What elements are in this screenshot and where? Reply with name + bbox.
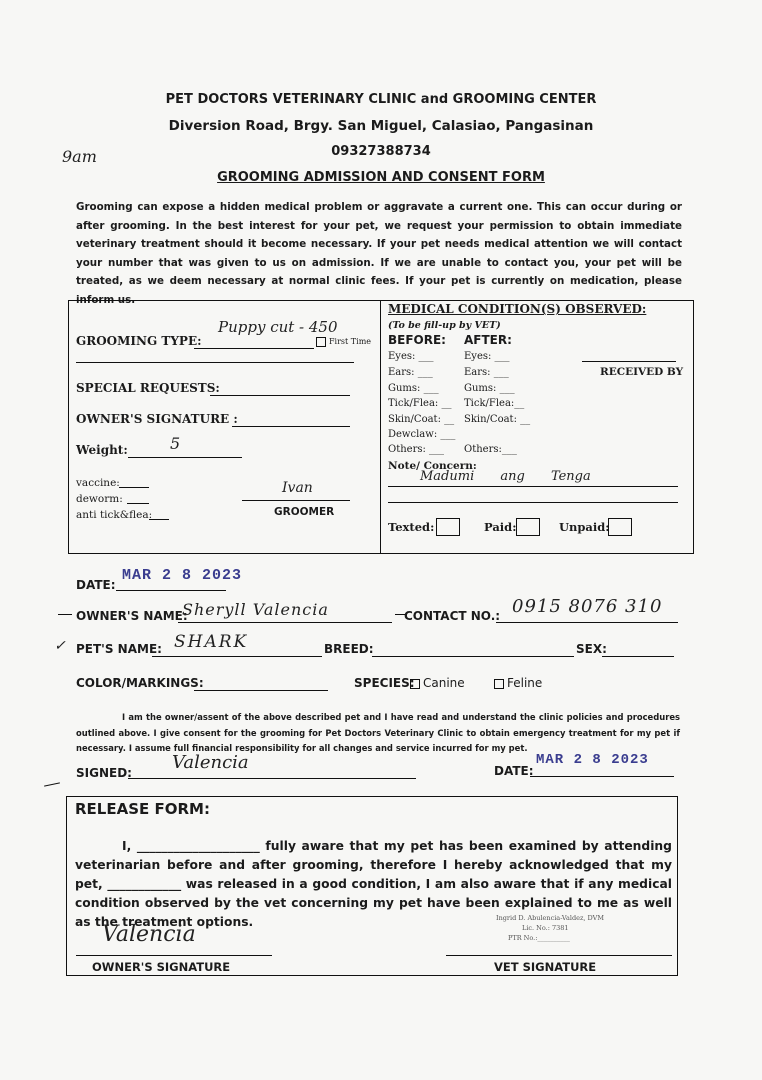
feline-label: Feline [507, 676, 543, 690]
date-label: DATE: [76, 578, 116, 592]
before-label: BEFORE: [388, 333, 446, 347]
after-item: Ears: ___ [464, 367, 509, 378]
check-mark [44, 782, 60, 786]
sex-label: SEX: [576, 642, 607, 656]
color-label: COLOR/MARKINGS: [76, 676, 204, 690]
date-stamp: MAR 2 8 2023 [122, 567, 243, 584]
release-paragraph: I, ____________________ fully aware that my pet has been examined by attending veterinarian before and after grooming, therefore I hereby acknowledged that my pet, ____________ was released in a good condition, I am also aware that if any medical condition observed by the vet concerning my pet have been explained to me as well as the treatment options. [75, 839, 672, 929]
owner-signature-line[interactable] [76, 955, 272, 956]
canine-option[interactable] [410, 676, 465, 690]
special-requests-field[interactable] [210, 395, 350, 396]
groomer-label: GROOMER [274, 506, 335, 518]
after-label: AFTER: [464, 333, 512, 347]
color-field[interactable] [194, 690, 328, 691]
contact-value[interactable]: 0915 8076 310 [512, 596, 663, 617]
unpaid-label: Unpaid: [559, 520, 610, 534]
before-item: Others: ___ [388, 444, 445, 455]
received-by-field[interactable] [582, 361, 676, 362]
species-label: SPECIES: [354, 676, 415, 690]
groomer-value[interactable]: Ivan [282, 480, 313, 496]
signed-label: SIGNED: [76, 766, 132, 780]
consent-paragraph: I am the owner/assent of the above described pet and I have read and understand the clinic policies and procedures outlined above. I give consent for the grooming for Pet Doctors Veterinary Clinic to obtain emergency treatment for my pet if necessary. I assume full financial responsibility for all changes and service incurred for my pet. [76, 712, 680, 753]
clinic-address: Diversion Road, Brgy. San Miguel, Calasiao, Pangasinan [168, 118, 594, 134]
breed-label: BREED: [324, 642, 374, 656]
canine-label: Canine [423, 676, 465, 690]
clinic-name: PET DOCTORS VETERINARY CLINIC and GROOMING CENTER [165, 92, 597, 107]
box-divider [380, 300, 381, 553]
unpaid-checkbox[interactable] [608, 518, 632, 536]
grooming-type-label: GROOMING TYPE: [76, 334, 202, 348]
after-item: Eyes: ___ [464, 351, 510, 362]
vet-stamp-name: Ingrid D. Abulencia-Valdez, DVM [496, 914, 604, 922]
medical-title: MEDICAL CONDITION(S) OBSERVED: [388, 302, 647, 316]
note-value[interactable]: Madumi ang Tenga [420, 469, 591, 484]
handwritten-time-note: 9am [62, 147, 97, 166]
signed-date-label: DATE: [494, 764, 534, 778]
clinic-phone: 09327388734 [331, 144, 431, 159]
signed-field[interactable] [128, 778, 416, 779]
release-title: RELEASE FORM: [75, 800, 210, 818]
vet-signature-line[interactable] [446, 955, 672, 956]
received-by-label: RECEIVED BY [600, 366, 684, 378]
deworm-label: deworm: [76, 493, 123, 505]
feline-option[interactable] [494, 676, 542, 690]
vet-stamp [496, 913, 604, 943]
texted-checkbox[interactable] [436, 518, 460, 536]
before-item: Dewclaw: ___ [388, 429, 456, 440]
vaccine-label: vaccine: [76, 477, 120, 489]
vet-signature-label: VET SIGNATURE [494, 960, 597, 974]
before-item: Ears: ___ [388, 367, 433, 378]
owner-signature-field[interactable] [232, 426, 350, 427]
after-item: Others:___ [464, 444, 517, 455]
breed-field[interactable] [372, 656, 574, 657]
signed-date-stamp: MAR 2 8 2023 [536, 752, 649, 768]
medical-subtitle: (To be fill-up by VET) [388, 320, 501, 331]
after-item: Gums: ___ [464, 383, 515, 394]
checkbox-icon [494, 679, 504, 689]
owner-name-label: OWNER'S NAME: [76, 609, 188, 623]
owner-name-value[interactable]: Sheryll Valencia [182, 600, 329, 619]
owner-signature-label: OWNER'S SIGNATURE [92, 960, 231, 974]
pet-name-label: PET'S NAME: [76, 642, 162, 656]
checkbox-icon [316, 337, 326, 347]
first-time-label: First Time [329, 337, 372, 346]
weight-value[interactable]: 5 [170, 434, 181, 453]
before-item: Gums: ___ [388, 383, 439, 394]
check-mark: ✓ [54, 638, 66, 654]
paid-checkbox[interactable] [516, 518, 540, 536]
grooming-type-value[interactable]: Puppy cut - 450 [218, 318, 338, 336]
special-requests-label: SPECIAL REQUESTS: [76, 381, 220, 395]
texted-label: Texted: [388, 520, 435, 534]
form-title: GROOMING ADMISSION AND CONSENT FORM [217, 170, 545, 185]
weight-label: Weight: [76, 443, 128, 457]
release-owner-signature: Valencia [102, 922, 196, 947]
tick-flea-label: anti tick&flea: [76, 509, 153, 521]
note-label: Note/ Concern: [388, 460, 477, 472]
sex-field[interactable] [602, 656, 674, 657]
first-time-checkbox[interactable] [316, 337, 371, 347]
vet-stamp-ptr: PTR No.:__________ [508, 934, 570, 942]
paid-label: Paid: [484, 520, 517, 534]
check-mark [58, 614, 72, 615]
intro-paragraph: Grooming can expose a hidden medical problem or aggravate a current one. This can occur during or after grooming. In the best interest for your pet, we request your permission to obtain immediate veterinary treatment should it become necessary. If your pet needs medical attention we will contact your number that was given to us on admission. If we are unable to contact you, your pet will be treated, as we deem necessary at normal clinic fees. If your pet is currently on medication, please inform us. [76, 201, 682, 306]
after-item: Skin/Coat: __ [464, 414, 531, 425]
after-item: Tick/Flea:__ [464, 398, 525, 409]
signature-value: Valencia [172, 752, 249, 773]
vet-stamp-license: Lic. No.: 7381 [522, 924, 569, 932]
contact-label: CONTACT NO.: [404, 609, 501, 623]
pet-name-value[interactable]: SHARK [174, 632, 249, 652]
before-item: Eyes: ___ [388, 351, 434, 362]
before-item: Skin/Coat: __ [388, 414, 455, 425]
owner-signature-label: OWNER'S SIGNATURE : [76, 412, 238, 426]
checkbox-icon [410, 679, 420, 689]
before-item: Tick/Flea: __ [388, 398, 452, 409]
